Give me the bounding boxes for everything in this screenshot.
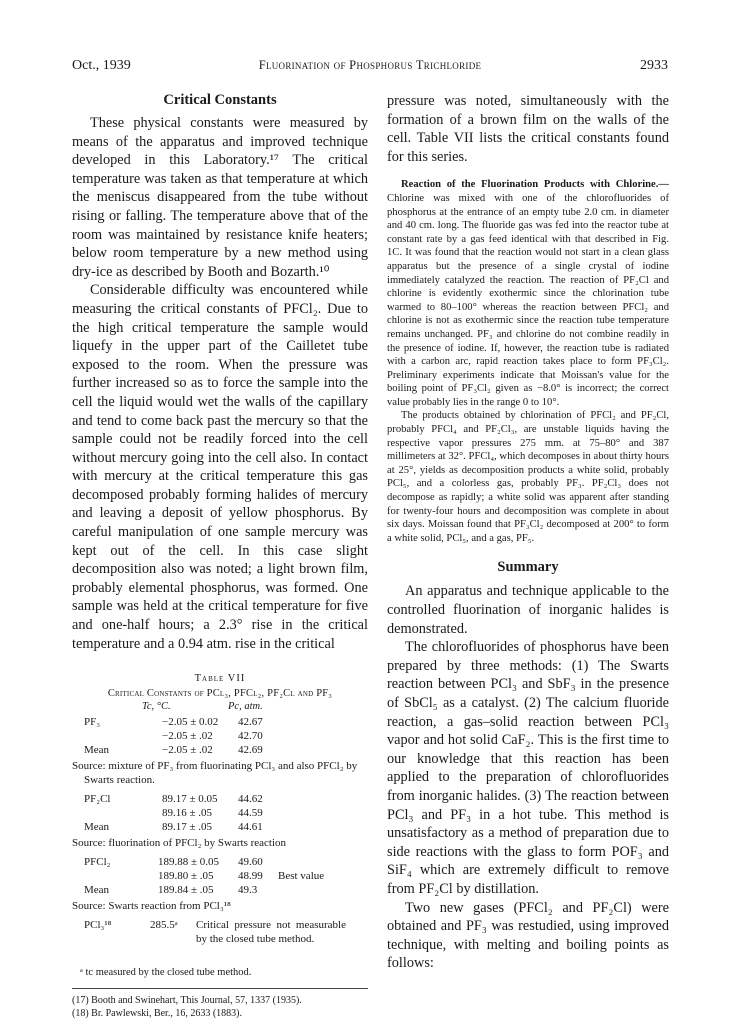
table-source: Source: Swarts reaction from PCl₃¹⁸ (72, 900, 231, 913)
tc-value: 89.17 ± .05 (162, 821, 213, 834)
table-header (72, 701, 368, 715)
table-row (72, 883, 368, 897)
table-source: Source: mixture of PF₃ from fluorinating PCl₃ and also PFCl₂ by Swarts reaction. (72, 760, 358, 787)
page-header (72, 58, 668, 78)
footnote: (18) Br. Pawlewski, Ber., 16, 2633 (1883). (72, 1008, 242, 1020)
tc-value: −2.05 ± 0.02 (162, 716, 219, 729)
row-label: Mean (84, 744, 110, 757)
row-label: PFCl₂ (84, 856, 111, 869)
paragraph: The chlorofluorides of phosphorus have been prepared by three methods: (1) The Swarts reaction between PCl₃ and SbF₃ in the presence of SbCl₅ as a catalyst. (2) The calcium fluoride reaction, a gas–solid reaction between PCl₃ vapor and hot solid CaF₂. This is the first time to our knowledge that this reaction has been applied to the preparation of chlorofluorides from inorganic halides. (3) The reaction between PCl₃ and PF₃ in a hot tube. This method is unsatisfactory as a method of preparation due to side reactions with the glass to form POF₃ and SiF₄ which are extremely difficult to remove from PF₂Cl by distillation. (387, 639, 669, 897)
header-page-number: 2933 (640, 58, 668, 73)
row-label: PCl₃¹⁸ (84, 919, 112, 932)
right-column (387, 92, 669, 973)
small-paragraph: The products obtained by chlorination of PFCl₂ and PF₂Cl, probably PFCl₄ and PF₂Cl₃, are unstable liquids having the respective vapor pressures 275 mm. at 75–80° and 387 millimeters at 32°. PFCl₄, which decomposes in about thirty hours at 25°, yields as decomposition products a white solid, probably PCl₅, and a colorless gas, probably PF₃. PF₂Cl₃ does not decompose as rapidly; a white solid was apparent after standing for twenty-four hours and decomposition was complete in about six days. Moissan found that PF₃Cl₂ decomposed at 200° to form a white solid, PCl₅, and a gas, PF₅. (387, 410, 669, 544)
tc-value: 189.88 ± 0.05 (158, 856, 220, 869)
row-label: PF₂Cl (84, 793, 111, 806)
paragraph: pressure was noted, simultaneously with the formation of a brown film on the walls of the cell. Table VII lists the critical constants found for this series. (387, 93, 669, 165)
pc-value: 42.70 (238, 730, 263, 743)
tc-value: 189.84 ± .05 (158, 884, 214, 897)
paragraph: Considerable difficulty was encountered while measuring the critical constants of PFCl₂. Due to the high critical temperature the sample would liquefy in the upper part of the Cailletet tube exposed to the room. When the pressure was further increased so as to force the sample into the cell the liquid would wet the walls of the capillary and tend to come back past the mercury so that the sample could not be readily forced into the cell without mercury going into the cell also. In contact with mercury at the critical temperature this gas decomposed probably forming halides of mercury and leaving a deposit of yellow phosphorus. By careful manipulation of one sample mercury was kept out of the cell. In this case slight decomposition also was noted; a light brown film, probably elemental phosphorus, was formed. One sample was held at the critical temperature for five and one-half hours; a 2.3° rise in the critical temperature and a 0.94 atm. rise in the critical (72, 282, 368, 652)
runin-heading: Reaction of the Fluorination Products with Chlorine.— (401, 179, 669, 191)
pc-value: 44.59 (238, 807, 263, 820)
table-title: Table VII (194, 673, 246, 685)
table-row (72, 806, 368, 820)
table-row (72, 820, 368, 834)
best-value-note: Best value (278, 870, 325, 883)
table-row (72, 729, 368, 743)
table-row (72, 743, 368, 757)
column-header-tc: Tc, °C. (142, 701, 171, 713)
footnote: (17) Booth and Swinehart, This Journal, 57, 1337 (1935). (72, 995, 302, 1007)
table-footnote: ᵃ tc measured by the closed tube method. (80, 967, 252, 979)
pc-value: 49.60 (238, 856, 263, 869)
table-source: Source: fluorination of PFCl₂ by Swarts reaction (72, 837, 287, 850)
section-heading-summary: Summary (497, 559, 559, 576)
tc-value: 189.80 ± .05 (158, 870, 214, 883)
column-header-pc: Pc, atm. (228, 701, 263, 713)
tc-value: 285.5ᵃ (150, 919, 178, 932)
pc-value: 44.62 (238, 793, 263, 806)
header-running-title: Fluorination of Phosphorus Trichloride (258, 58, 482, 72)
pc-value: 48.99 (238, 870, 263, 883)
table-row (72, 792, 368, 806)
paragraph: An apparatus and technique applicable to the controlled fluorination of inorganic halides is demonstrated. (387, 583, 669, 637)
left-column (72, 92, 368, 1020)
pc-value: 42.69 (238, 744, 263, 757)
tc-value: −2.05 ± .02 (162, 744, 213, 757)
row-label: PF₃ (84, 716, 101, 729)
row-label: Mean (84, 821, 110, 834)
table-row (72, 855, 368, 869)
paragraph: These physical constants were measured by means of the apparatus and improved technique developed in this Laboratory.¹⁷ The critical temperature was taken as that temperature at which the meniscus disappeared from the tube without rising or falling. The temperature above that of the room was maintained by resistance knife heaters; below room temperature by a new method using dry-ice as described by Booth and Bozarth.¹⁰ (72, 115, 368, 280)
tc-value: 89.17 ± 0.05 (162, 793, 218, 806)
small-paragraph (387, 178, 669, 409)
pc-value: 49.3 (238, 884, 258, 897)
critical-pressure-note: Critical pressure not measurable by the closed tube method. (196, 919, 346, 946)
paragraph: Two new gases (PFCl₂ and PF₂Cl) were obtained and PF₃ was restudied, using improved technique, with melting and boiling points as follows: (387, 899, 669, 972)
table-row (72, 715, 368, 729)
pc-value: 44.61 (238, 821, 263, 834)
table-row-pcl3 (72, 918, 368, 962)
header-date: Oct., 1939 (72, 58, 131, 73)
section-heading-critical-constants: Critical Constants (163, 92, 277, 108)
footnote-divider (72, 988, 368, 989)
pc-value: 42.67 (238, 716, 263, 729)
row-label: Mean (84, 884, 110, 897)
small-paragraph-text: Chlorine was mixed with one of the chlorofluorides of phosphorus at the entrance of an empty tube 2.0 cm. in diameter and 40 cm. long. The fluoride gas was fed into the reactor tube at constant rate by a gas feed identical with that described in Fig. 1C. It was found that the reaction would not start in a clean glass apparatus but the presence of a single crystal of iodine immediately catalyzed the reaction. The reaction of PF₂Cl and chlorine is evidently exothermic since the chlorination tube warmed to 80–100° whereas the reaction between PFCl₂ and chlorine is not as exothermic since the reaction tube temperature remains unchanged. PF₃ and chlorine do not combine readily in the presence of iodine. If, however, the reaction tube is radiated with a carbon arc, rapid reaction takes place to form PF₃Cl₂. Preliminary experiments indicate that Moissan's value for the boiling point of PF₃Cl₂ given as −8.0° is incorrect; the correct value probably lies in the range 0 to 10°. (387, 192, 669, 408)
table-row (72, 869, 368, 883)
table-caption: Critical Constants of PCl₃, PFCl₂, PF₂Cl and PF₃ (107, 688, 333, 700)
tc-value: 89.16 ± .05 (162, 807, 213, 820)
tc-value: −2.05 ± .02 (162, 730, 213, 743)
